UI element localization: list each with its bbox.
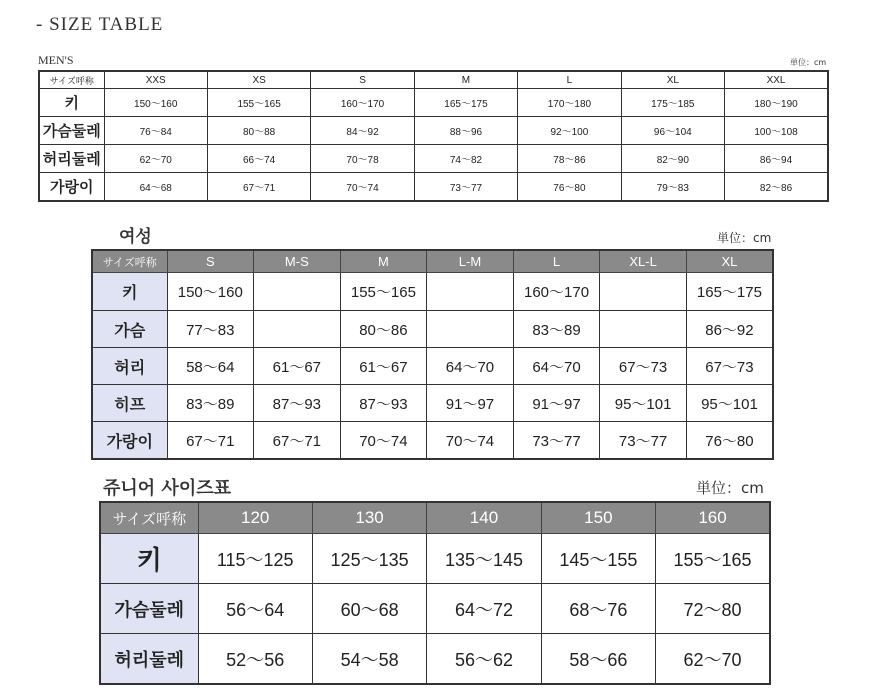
row-label: 히프 <box>92 385 167 422</box>
row-label: 키 <box>92 273 167 311</box>
table-cell: 58〜64 <box>167 348 254 385</box>
table-cell: 150〜160 <box>104 89 207 117</box>
table-cell: 145〜155 <box>541 534 655 584</box>
table-cell: 54〜58 <box>312 634 426 685</box>
size-header: L-M <box>427 250 514 273</box>
table-cell: 180〜190 <box>725 89 828 117</box>
womens-size-table <box>91 249 774 460</box>
table-row <box>39 145 828 173</box>
table-cell: 64〜70 <box>427 348 514 385</box>
table-cell: 64〜72 <box>427 584 541 634</box>
table-cell: 165〜175 <box>686 273 773 311</box>
table-cell: 95〜101 <box>600 385 687 422</box>
table-cell: 67〜71 <box>207 173 310 202</box>
table-cell: 165〜175 <box>414 89 517 117</box>
table-row <box>92 348 773 385</box>
table-cell: 64〜68 <box>104 173 207 202</box>
table-cell: 170〜180 <box>518 89 621 117</box>
table-cell <box>427 311 514 348</box>
table-cell: 155〜165 <box>656 534 770 584</box>
table-cell: 73〜77 <box>513 422 600 460</box>
row-label: 가슴둘레 <box>39 117 104 145</box>
row-label: 키 <box>39 89 104 117</box>
table-cell: 72〜80 <box>656 584 770 634</box>
junior-section-title: 쥬니어 사이즈표 <box>103 478 231 499</box>
table-cell: 125〜135 <box>312 534 426 584</box>
size-label-header: サイズ呼称 <box>92 250 167 273</box>
table-cell: 92〜100 <box>518 117 621 145</box>
table-cell: 52〜56 <box>198 634 312 685</box>
table-row <box>92 385 773 422</box>
row-label: 가슴 <box>92 311 167 348</box>
size-header: M <box>414 71 517 89</box>
table-cell: 175〜185 <box>621 89 724 117</box>
size-header: XXL <box>725 71 828 89</box>
size-header: 160 <box>656 502 770 534</box>
size-header: S <box>167 250 254 273</box>
header-row <box>39 71 828 89</box>
table-row <box>92 273 773 311</box>
table-cell: 61〜67 <box>254 348 341 385</box>
table-row <box>100 584 770 634</box>
table-cell: 70〜74 <box>340 422 427 460</box>
page-title: - SIZE TABLE <box>36 14 164 35</box>
table-cell: 76〜84 <box>104 117 207 145</box>
table-cell: 70〜78 <box>311 145 414 173</box>
size-header: XL-L <box>600 250 687 273</box>
table-cell: 62〜70 <box>656 634 770 685</box>
table-cell <box>254 273 341 311</box>
table-cell: 96〜104 <box>621 117 724 145</box>
table-cell: 87〜93 <box>254 385 341 422</box>
table-cell: 84〜92 <box>311 117 414 145</box>
womens-unit-label: 単位：cm <box>717 231 772 245</box>
size-header: L <box>518 71 621 89</box>
table-cell: 58〜66 <box>541 634 655 685</box>
table-cell: 135〜145 <box>427 534 541 584</box>
table-cell: 82〜90 <box>621 145 724 173</box>
mens-unit-label: 単位：cm <box>790 58 827 67</box>
table-row <box>39 173 828 202</box>
table-cell: 73〜77 <box>600 422 687 460</box>
table-cell: 76〜80 <box>518 173 621 202</box>
row-label: 허리 <box>92 348 167 385</box>
size-header: XL <box>621 71 724 89</box>
table-cell: 77〜83 <box>167 311 254 348</box>
row-label: 키 <box>100 534 198 584</box>
table-cell: 100〜108 <box>725 117 828 145</box>
table-cell: 56〜62 <box>427 634 541 685</box>
table-row <box>92 422 773 460</box>
size-header: M-S <box>254 250 341 273</box>
table-cell: 70〜74 <box>311 173 414 202</box>
table-cell: 86〜92 <box>686 311 773 348</box>
table-cell: 62〜70 <box>104 145 207 173</box>
header-row <box>92 250 773 273</box>
table-row <box>39 89 828 117</box>
table-cell: 83〜89 <box>167 385 254 422</box>
table-cell <box>600 273 687 311</box>
size-header: XXS <box>104 71 207 89</box>
header-row <box>100 502 770 534</box>
junior-size-table <box>99 501 771 685</box>
mens-size-table <box>38 70 829 202</box>
row-label: 가랑이 <box>39 173 104 202</box>
table-cell: 73〜77 <box>414 173 517 202</box>
table-cell: 155〜165 <box>340 273 427 311</box>
row-label: 가슴둘레 <box>100 584 198 634</box>
row-label: 허리둘레 <box>100 634 198 685</box>
table-cell: 61〜67 <box>340 348 427 385</box>
table-cell: 160〜170 <box>311 89 414 117</box>
table-cell <box>600 311 687 348</box>
size-label-header: サイズ呼称 <box>39 71 104 89</box>
table-cell: 88〜96 <box>414 117 517 145</box>
table-row <box>100 534 770 584</box>
table-cell: 82〜86 <box>725 173 828 202</box>
table-cell: 67〜73 <box>600 348 687 385</box>
table-cell: 87〜93 <box>340 385 427 422</box>
table-cell: 56〜64 <box>198 584 312 634</box>
table-cell: 91〜97 <box>513 385 600 422</box>
size-label-header: サイズ呼称 <box>100 502 198 534</box>
table-cell: 80〜88 <box>207 117 310 145</box>
size-header: XS <box>207 71 310 89</box>
table-cell: 95〜101 <box>686 385 773 422</box>
table-cell: 68〜76 <box>541 584 655 634</box>
table-cell: 67〜71 <box>167 422 254 460</box>
table-cell: 150〜160 <box>167 273 254 311</box>
womens-section-title: 여성 <box>119 227 152 247</box>
table-cell: 60〜68 <box>312 584 426 634</box>
table-cell <box>254 311 341 348</box>
size-header: XL <box>686 250 773 273</box>
table-cell: 66〜74 <box>207 145 310 173</box>
table-row <box>92 311 773 348</box>
size-header: 140 <box>427 502 541 534</box>
table-cell: 80〜86 <box>340 311 427 348</box>
table-cell: 78〜86 <box>518 145 621 173</box>
table-cell: 91〜97 <box>427 385 514 422</box>
size-header: 130 <box>312 502 426 534</box>
junior-unit-label: 単位：cm <box>696 479 764 497</box>
table-cell: 76〜80 <box>686 422 773 460</box>
table-cell: 67〜71 <box>254 422 341 460</box>
table-cell: 83〜89 <box>513 311 600 348</box>
table-cell <box>427 273 514 311</box>
size-header: M <box>340 250 427 273</box>
size-header: 150 <box>541 502 655 534</box>
table-cell: 155〜165 <box>207 89 310 117</box>
table-cell: 70〜74 <box>427 422 514 460</box>
size-header: S <box>311 71 414 89</box>
size-header: 120 <box>198 502 312 534</box>
table-cell: 115〜125 <box>198 534 312 584</box>
row-label: 허리둘레 <box>39 145 104 173</box>
table-cell: 160〜170 <box>513 273 600 311</box>
size-header: L <box>513 250 600 273</box>
table-row <box>39 117 828 145</box>
mens-section-title: MEN'S <box>38 53 74 67</box>
table-cell: 74〜82 <box>414 145 517 173</box>
table-cell: 79〜83 <box>621 173 724 202</box>
table-row <box>100 634 770 685</box>
row-label: 가랑이 <box>92 422 167 460</box>
table-cell: 67〜73 <box>686 348 773 385</box>
table-cell: 64〜70 <box>513 348 600 385</box>
table-cell: 86〜94 <box>725 145 828 173</box>
